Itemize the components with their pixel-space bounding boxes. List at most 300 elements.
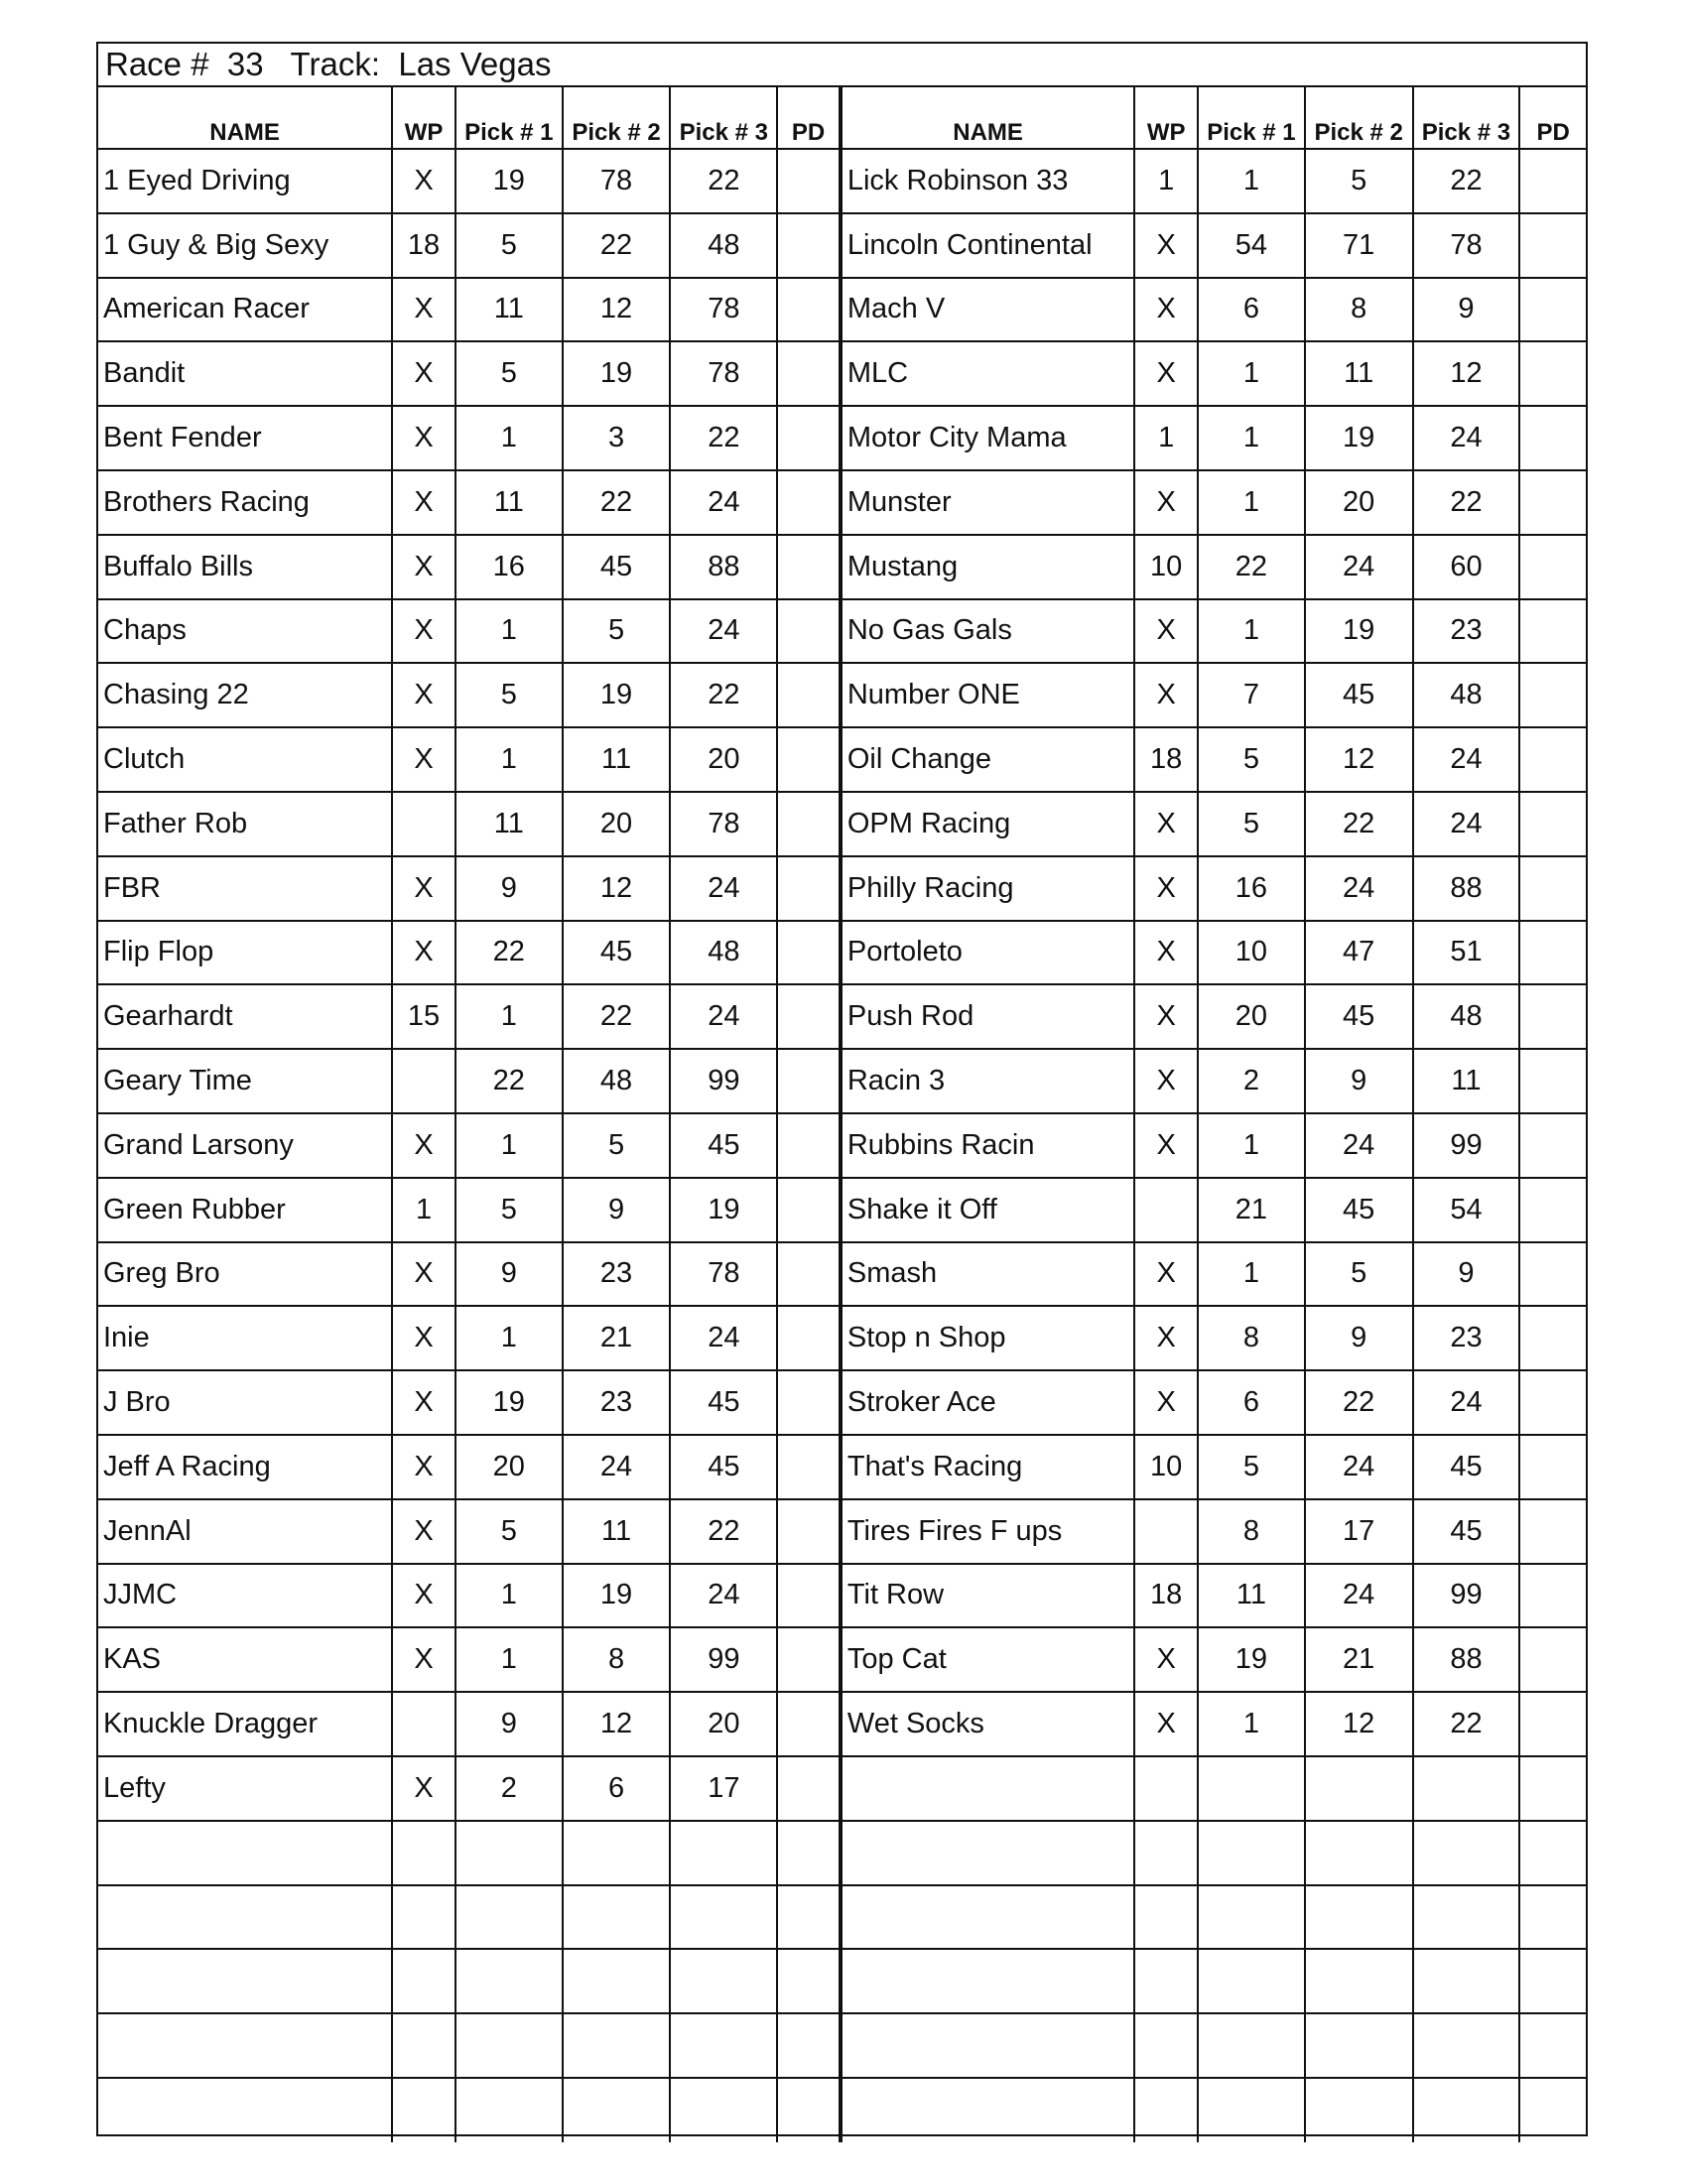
right-pick1-cell: 8 [1198, 1499, 1305, 1564]
right-pick3-cell: 60 [1413, 535, 1520, 599]
left-pd-cell [777, 663, 841, 727]
left-pd-cell [777, 2078, 841, 2142]
left-name-cell: Inie [98, 1306, 392, 1370]
right-name-cell: Number ONE [841, 663, 1134, 727]
left-name-cell: Geary Time [98, 1049, 392, 1113]
right-pd-cell [1519, 1049, 1586, 1113]
right-pick3-cell [1413, 1885, 1520, 1950]
right-pick2-cell: 11 [1305, 341, 1413, 406]
left-pd-cell [777, 599, 841, 664]
right-pick2-cell: 9 [1305, 1306, 1413, 1370]
right-pick2-cell [1305, 1821, 1413, 1885]
left-pick2-cell: 22 [563, 470, 671, 535]
right-pd-cell [1519, 921, 1586, 985]
table-row [98, 341, 1586, 406]
left-wp-cell: X [392, 1306, 455, 1370]
right-pick3-cell: 23 [1413, 1306, 1520, 1370]
table-row [98, 278, 1586, 342]
left-pick1-cell: 1 [455, 727, 563, 792]
right-pick2-cell: 12 [1305, 727, 1413, 792]
right-pick2-cell [1305, 1885, 1413, 1950]
left-pick1-cell: 2 [455, 1756, 563, 1821]
table-row [98, 1113, 1586, 1178]
right-name-cell: Mustang [841, 535, 1134, 599]
race-sheet [96, 42, 1588, 2136]
right-pd-cell [1519, 599, 1586, 664]
right-wp-cell: X [1134, 1113, 1198, 1178]
right-pick2-cell [1305, 1756, 1413, 1821]
right-pick1-cell: 1 [1198, 341, 1305, 406]
left-wp-cell: X [392, 406, 455, 470]
left-name-cell: JJMC [98, 1564, 392, 1628]
col-header-pick3: Pick # 3 [1413, 85, 1520, 149]
right-pd-cell [1519, 1306, 1586, 1370]
left-name-cell [98, 2013, 392, 2078]
right-name-cell: Tires Fires F ups [841, 1499, 1134, 1564]
left-name-cell: Father Rob [98, 792, 392, 856]
left-pick2-cell: 24 [563, 1435, 671, 1499]
right-name-cell: Wet Socks [841, 1692, 1134, 1756]
left-pd-cell [777, 1821, 841, 1885]
left-pick2-cell [563, 2078, 671, 2142]
right-wp-cell: X [1134, 599, 1198, 664]
left-pick3-cell: 45 [670, 1370, 777, 1435]
table-row [98, 535, 1586, 599]
left-pick2-cell [563, 1885, 671, 1950]
race-label: Race # [105, 46, 209, 82]
right-pick1-cell: 22 [1198, 535, 1305, 599]
left-pick1-cell: 22 [455, 921, 563, 985]
right-pick1-cell: 1 [1198, 470, 1305, 535]
left-pd-cell [777, 1627, 841, 1692]
right-pick2-cell: 12 [1305, 1692, 1413, 1756]
right-pick3-cell: 88 [1413, 856, 1520, 921]
right-pick3-cell: 99 [1413, 1113, 1520, 1178]
left-pd-cell [777, 1756, 841, 1821]
left-pick1-cell [455, 1885, 563, 1950]
left-pick1-cell: 1 [455, 406, 563, 470]
right-pick2-cell: 19 [1305, 406, 1413, 470]
left-pick3-cell: 78 [670, 278, 777, 342]
right-pick2-cell: 22 [1305, 1370, 1413, 1435]
left-pick3-cell: 24 [670, 599, 777, 664]
right-pd-cell [1519, 1756, 1586, 1821]
right-name-cell: Lick Robinson 33 [841, 149, 1134, 213]
right-wp-cell [1134, 2013, 1198, 2078]
right-pick2-cell: 24 [1305, 535, 1413, 599]
right-pick1-cell: 1 [1198, 1692, 1305, 1756]
left-pick2-cell: 19 [563, 341, 671, 406]
right-pd-cell [1519, 1178, 1586, 1242]
right-pick3-cell: 45 [1413, 1499, 1520, 1564]
right-pick3-cell [1413, 1949, 1520, 2013]
right-pick1-cell: 11 [1198, 1564, 1305, 1628]
right-wp-cell: 18 [1134, 727, 1198, 792]
table-row [98, 1885, 1586, 1950]
left-pick1-cell: 9 [455, 1692, 563, 1756]
right-name-cell [841, 1949, 1134, 2013]
left-pd-cell [777, 1499, 841, 1564]
right-pick1-cell [1198, 2078, 1305, 2142]
left-name-cell [98, 1821, 392, 1885]
left-name-cell: Chasing 22 [98, 663, 392, 727]
left-pick1-cell: 1 [455, 1306, 563, 1370]
right-wp-cell: X [1134, 792, 1198, 856]
table-row [98, 1178, 1586, 1242]
left-pick2-cell: 3 [563, 406, 671, 470]
right-pick3-cell: 12 [1413, 341, 1520, 406]
right-pd-cell [1519, 792, 1586, 856]
left-pd-cell [777, 213, 841, 278]
left-pd-cell [777, 921, 841, 985]
right-pick2-cell: 24 [1305, 1564, 1413, 1628]
left-pick3-cell: 99 [670, 1049, 777, 1113]
left-pd-cell [777, 856, 841, 921]
right-pick2-cell: 5 [1305, 149, 1413, 213]
left-pick2-cell [563, 1821, 671, 1885]
right-pick3-cell: 24 [1413, 406, 1520, 470]
table-row [98, 2013, 1586, 2078]
left-pick1-cell: 9 [455, 856, 563, 921]
right-pick3-cell: 23 [1413, 599, 1520, 664]
race-number: 33 [226, 46, 264, 82]
left-pick2-cell: 5 [563, 599, 671, 664]
right-name-cell: Shake it Off [841, 1178, 1134, 1242]
right-pick3-cell: 51 [1413, 921, 1520, 985]
right-pick1-cell: 8 [1198, 1306, 1305, 1370]
left-wp-cell: X [392, 921, 455, 985]
right-pick1-cell: 1 [1198, 406, 1305, 470]
left-pick3-cell: 19 [670, 1178, 777, 1242]
left-wp-cell: X [392, 727, 455, 792]
right-name-cell: Lincoln Continental [841, 213, 1134, 278]
right-pick2-cell: 45 [1305, 1178, 1413, 1242]
right-name-cell: Stroker Ace [841, 1370, 1134, 1435]
right-name-cell: No Gas Gals [841, 599, 1134, 664]
left-name-cell: Bandit [98, 341, 392, 406]
left-wp-cell: X [392, 1435, 455, 1499]
left-name-cell: KAS [98, 1627, 392, 1692]
right-wp-cell: X [1134, 663, 1198, 727]
right-pick2-cell: 17 [1305, 1499, 1413, 1564]
left-pick3-cell: 88 [670, 535, 777, 599]
left-pick2-cell: 11 [563, 727, 671, 792]
right-pick1-cell: 6 [1198, 1370, 1305, 1435]
left-pd-cell [777, 406, 841, 470]
left-pick3-cell: 48 [670, 213, 777, 278]
right-name-cell: Portoleto [841, 921, 1134, 985]
left-pick2-cell: 23 [563, 1242, 671, 1307]
table-row [98, 1627, 1586, 1692]
track-name: Las Vegas [398, 46, 552, 82]
right-pd-cell [1519, 535, 1586, 599]
left-pick3-cell: 48 [670, 921, 777, 985]
right-pd-cell [1519, 470, 1586, 535]
right-name-cell: Philly Racing [841, 856, 1134, 921]
right-name-cell: That's Racing [841, 1435, 1134, 1499]
table-row [98, 406, 1586, 470]
left-wp-cell: 18 [392, 213, 455, 278]
right-pick3-cell: 48 [1413, 663, 1520, 727]
right-pick1-cell: 10 [1198, 921, 1305, 985]
left-pick3-cell: 78 [670, 341, 777, 406]
col-header-pick2: Pick # 2 [563, 85, 671, 149]
left-pick3-cell: 78 [670, 1242, 777, 1307]
left-wp-cell [392, 2078, 455, 2142]
right-name-cell [841, 1756, 1134, 1821]
left-pd-cell [777, 2013, 841, 2078]
left-name-cell: FBR [98, 856, 392, 921]
right-wp-cell: X [1134, 1627, 1198, 1692]
right-pick1-cell: 20 [1198, 984, 1305, 1049]
right-name-cell: Mach V [841, 278, 1134, 342]
left-wp-cell: X [392, 149, 455, 213]
right-wp-cell: X [1134, 1306, 1198, 1370]
left-pick1-cell: 5 [455, 1499, 563, 1564]
right-pd-cell [1519, 1821, 1586, 1885]
col-header-name: NAME [98, 85, 392, 149]
left-pick1-cell: 11 [455, 470, 563, 535]
race-header [98, 44, 1586, 87]
right-pd-cell [1519, 727, 1586, 792]
left-pick3-cell: 24 [670, 984, 777, 1049]
left-pick1-cell: 1 [455, 1564, 563, 1628]
left-pick2-cell: 11 [563, 1499, 671, 1564]
left-wp-cell: X [392, 1370, 455, 1435]
left-pick2-cell: 45 [563, 535, 671, 599]
right-pick2-cell: 22 [1305, 792, 1413, 856]
right-pd-cell [1519, 2078, 1586, 2142]
right-pick1-cell [1198, 1885, 1305, 1950]
right-pd-cell [1519, 1499, 1586, 1564]
right-pick1-cell: 1 [1198, 599, 1305, 664]
right-pick2-cell: 45 [1305, 984, 1413, 1049]
left-wp-cell: X [392, 1627, 455, 1692]
right-pd-cell [1519, 1692, 1586, 1756]
right-pick2-cell: 45 [1305, 663, 1413, 727]
left-pd-cell [777, 1113, 841, 1178]
table-row [98, 1499, 1586, 1564]
left-pd-cell [777, 1306, 841, 1370]
left-name-cell: Greg Bro [98, 1242, 392, 1307]
right-name-cell [841, 2013, 1134, 2078]
left-pd-cell [777, 1949, 841, 2013]
left-pd-cell [777, 1178, 841, 1242]
left-name-cell: Chaps [98, 599, 392, 664]
left-wp-cell [392, 2013, 455, 2078]
right-name-cell: Tit Row [841, 1564, 1134, 1628]
left-pick1-cell: 5 [455, 213, 563, 278]
table-row [98, 2078, 1586, 2142]
right-wp-cell [1134, 1949, 1198, 2013]
left-wp-cell [392, 1692, 455, 1756]
right-pd-cell [1519, 341, 1586, 406]
right-pick3-cell: 11 [1413, 1049, 1520, 1113]
right-pick1-cell: 5 [1198, 1435, 1305, 1499]
right-pick3-cell: 9 [1413, 1242, 1520, 1307]
table-row [98, 1435, 1586, 1499]
right-wp-cell: X [1134, 1370, 1198, 1435]
right-wp-cell [1134, 1756, 1198, 1821]
right-pick3-cell: 9 [1413, 278, 1520, 342]
right-pick3-cell [1413, 2013, 1520, 2078]
col-header-pick1: Pick # 1 [455, 85, 563, 149]
left-pick1-cell: 11 [455, 278, 563, 342]
left-pick2-cell: 12 [563, 856, 671, 921]
left-pick3-cell: 17 [670, 1756, 777, 1821]
table-row [98, 1242, 1586, 1307]
right-pick2-cell: 8 [1305, 278, 1413, 342]
right-pick3-cell [1413, 2078, 1520, 2142]
table-row [98, 1049, 1586, 1113]
left-pd-cell [777, 470, 841, 535]
table-body [98, 149, 1586, 2142]
right-pick2-cell: 24 [1305, 1113, 1413, 1178]
right-pd-cell [1519, 1627, 1586, 1692]
left-name-cell: JennAl [98, 1499, 392, 1564]
right-pd-cell [1519, 1564, 1586, 1628]
left-pick3-cell: 45 [670, 1435, 777, 1499]
left-pd-cell [777, 1692, 841, 1756]
right-pick1-cell: 19 [1198, 1627, 1305, 1692]
table-row [98, 856, 1586, 921]
left-pick3-cell [670, 2078, 777, 2142]
right-name-cell: Push Rod [841, 984, 1134, 1049]
right-pd-cell [1519, 1885, 1586, 1950]
left-pick2-cell: 45 [563, 921, 671, 985]
left-pd-cell [777, 1885, 841, 1950]
left-pick3-cell: 24 [670, 470, 777, 535]
right-wp-cell: X [1134, 278, 1198, 342]
left-pick2-cell: 5 [563, 1113, 671, 1178]
left-pick1-cell [455, 1821, 563, 1885]
left-pick1-cell: 1 [455, 1627, 563, 1692]
right-pd-cell [1519, 149, 1586, 213]
right-pick3-cell: 24 [1413, 792, 1520, 856]
right-wp-cell: X [1134, 1049, 1198, 1113]
left-pick1-cell: 22 [455, 1049, 563, 1113]
right-pick3-cell [1413, 1756, 1520, 1821]
right-pick1-cell: 21 [1198, 1178, 1305, 1242]
left-pd-cell [777, 1242, 841, 1307]
left-pick2-cell: 12 [563, 1692, 671, 1756]
left-pick2-cell: 6 [563, 1756, 671, 1821]
right-pd-cell [1519, 1435, 1586, 1499]
col-header-wp: WP [392, 85, 455, 149]
right-pick1-cell: 1 [1198, 149, 1305, 213]
right-pd-cell [1519, 1113, 1586, 1178]
right-pick3-cell: 45 [1413, 1435, 1520, 1499]
left-pd-cell [777, 1370, 841, 1435]
track-label: Track: [290, 46, 380, 82]
right-pick2-cell [1305, 2013, 1413, 2078]
left-wp-cell [392, 1049, 455, 1113]
table-row [98, 1949, 1586, 2013]
right-pick1-cell [1198, 1756, 1305, 1821]
left-name-cell: American Racer [98, 278, 392, 342]
right-pick1-cell: 5 [1198, 727, 1305, 792]
table-row [98, 921, 1586, 985]
right-pd-cell [1519, 1949, 1586, 2013]
left-pick1-cell: 5 [455, 341, 563, 406]
right-wp-cell: X [1134, 856, 1198, 921]
left-name-cell: Clutch [98, 727, 392, 792]
left-pick2-cell: 20 [563, 792, 671, 856]
right-name-cell: OPM Racing [841, 792, 1134, 856]
left-name-cell: Knuckle Dragger [98, 1692, 392, 1756]
left-wp-cell [392, 792, 455, 856]
right-wp-cell: X [1134, 1242, 1198, 1307]
picks-table [98, 85, 1586, 2142]
right-wp-cell [1134, 1885, 1198, 1950]
left-pick2-cell: 48 [563, 1049, 671, 1113]
right-pick3-cell: 48 [1413, 984, 1520, 1049]
left-pick1-cell: 5 [455, 1178, 563, 1242]
right-wp-cell: 1 [1134, 149, 1198, 213]
right-pd-cell [1519, 663, 1586, 727]
left-pick2-cell: 22 [563, 984, 671, 1049]
right-wp-cell: X [1134, 921, 1198, 985]
table-row [98, 1821, 1586, 1885]
right-pick3-cell: 24 [1413, 1370, 1520, 1435]
left-wp-cell: 15 [392, 984, 455, 1049]
left-pick1-cell: 11 [455, 792, 563, 856]
right-pick1-cell [1198, 1821, 1305, 1885]
left-pd-cell [777, 278, 841, 342]
right-wp-cell [1134, 1178, 1198, 1242]
left-pd-cell [777, 984, 841, 1049]
left-name-cell [98, 1885, 392, 1950]
table-row [98, 149, 1586, 213]
col-header-pick1: Pick # 1 [1198, 85, 1305, 149]
right-pick2-cell: 5 [1305, 1242, 1413, 1307]
left-pick2-cell [563, 2013, 671, 2078]
right-pick2-cell: 20 [1305, 470, 1413, 535]
left-pick1-cell: 20 [455, 1435, 563, 1499]
right-pick3-cell: 24 [1413, 727, 1520, 792]
left-wp-cell [392, 1949, 455, 2013]
right-name-cell: Munster [841, 470, 1134, 535]
col-header-pd: PD [777, 85, 841, 149]
left-wp-cell [392, 1821, 455, 1885]
right-pick3-cell: 99 [1413, 1564, 1520, 1628]
table-row [98, 1306, 1586, 1370]
left-pick2-cell: 21 [563, 1306, 671, 1370]
right-pd-cell [1519, 2013, 1586, 2078]
table-row [98, 599, 1586, 664]
right-wp-cell: 10 [1134, 1435, 1198, 1499]
left-pick3-cell [670, 1885, 777, 1950]
right-pick3-cell: 88 [1413, 1627, 1520, 1692]
right-wp-cell: X [1134, 1692, 1198, 1756]
left-pick3-cell: 22 [670, 406, 777, 470]
left-name-cell: Lefty [98, 1756, 392, 1821]
right-name-cell: Top Cat [841, 1627, 1134, 1692]
right-name-cell: Stop n Shop [841, 1306, 1134, 1370]
left-pick1-cell: 1 [455, 599, 563, 664]
left-pick2-cell: 9 [563, 1178, 671, 1242]
left-wp-cell: X [392, 1242, 455, 1307]
left-name-cell: Bent Fender [98, 406, 392, 470]
col-header-wp: WP [1134, 85, 1198, 149]
right-wp-cell: 18 [1134, 1564, 1198, 1628]
right-pick1-cell [1198, 2013, 1305, 2078]
left-wp-cell: X [392, 341, 455, 406]
right-wp-cell: X [1134, 470, 1198, 535]
left-pick2-cell: 23 [563, 1370, 671, 1435]
left-pick1-cell: 16 [455, 535, 563, 599]
left-pick1-cell: 19 [455, 149, 563, 213]
